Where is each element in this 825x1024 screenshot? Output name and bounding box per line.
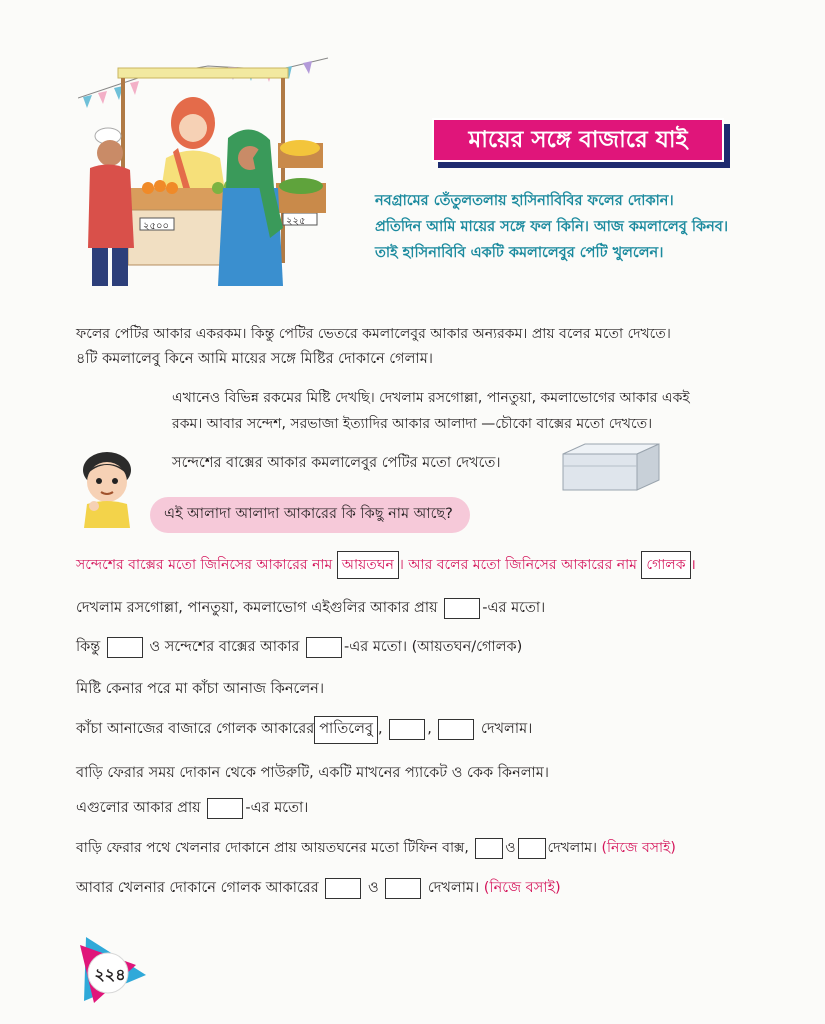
intro-line-3: তাই হাসিনাবিবি একটি কমলালেবুর পেটি খুললেন।	[375, 245, 664, 261]
exercise-4-suffix: দেখলাম।	[481, 721, 533, 737]
market-stall-illustration	[78, 48, 333, 288]
exercise-6	[76, 797, 308, 821]
exercise-1-suffix: -এর মতো।	[482, 600, 546, 616]
answer-blank[interactable]	[107, 637, 143, 658]
exercise-2-suffix: -এর মতো। (আয়তঘন/গোলক)	[344, 639, 523, 655]
answer-blank[interactable]	[438, 719, 474, 740]
answer-blank[interactable]	[518, 838, 546, 859]
exercise-2-mid: ও সন্দেশের বাক্সের আকার	[149, 639, 300, 655]
exercise-6-text: এগুলোর আকার প্রায়	[76, 800, 201, 816]
exercise-8-and: ও	[367, 880, 379, 896]
answer-blank[interactable]	[385, 878, 421, 899]
intro-line-2: প্রতিদিন আমি মায়ের সঙ্গে ফল কিনি। আজ কমলালেবু কিনব।	[375, 219, 729, 235]
definition-part-2: । আর বলের মতো জিনিসের আকারের নাম	[398, 557, 637, 573]
paragraph-3: সন্দেশের বাক্সের আকার কমলালেবুর পেটির মতো দেখতে।	[172, 455, 501, 471]
exercise-1-text: দেখলাম রসগোল্লা, পানতুয়া, কমলাভোগ এইগুলির আকার প্রায়	[76, 600, 438, 616]
exercise-4: কাঁচা আনাজের বাজারে গোলক আকারের পাতিলেবু , , দেখলাম।	[76, 716, 532, 744]
term-sphere: গোলক	[641, 551, 690, 579]
exercise-8	[76, 877, 561, 901]
answer-blank[interactable]	[389, 719, 425, 740]
exercise-2-start: কিন্তু	[76, 639, 101, 655]
exercise-2	[76, 636, 522, 660]
price-tag-left: ২৫০০	[143, 221, 169, 232]
exercise-6-suffix: -এর মতো।	[245, 800, 309, 816]
price-tag-right: ২২৫	[286, 216, 306, 227]
answer-blank[interactable]	[306, 637, 342, 658]
definition-end: ।	[690, 557, 696, 573]
exercise-7-suffix: দেখলাম।	[547, 840, 598, 856]
exercise-7	[76, 836, 676, 860]
sweet-box-illustration	[555, 440, 665, 495]
exercise-7-text: বাড়ি ফেরার পথে খেলনার দোকানে প্রায় আয়তঘনের মতো টিফিন বাক্স,	[76, 840, 469, 856]
definition-part-1: সন্দেশের বাক্সের মতো জিনিসের আকারের নাম	[76, 557, 333, 573]
exercise-8-suffix: দেখলাম।	[427, 880, 480, 896]
intro-line-1: নবগ্রামের তেঁতুলতলায় হাসিনাবিবির ফলের দোকান।	[375, 193, 674, 209]
exercise-1	[76, 597, 545, 621]
page-number: ২২৪	[94, 965, 126, 984]
exercise-3: মিষ্টি কেনার পরে মা কাঁচা আনাজ কিনলেন।	[76, 681, 325, 697]
paragraph-2-line-2: রকম। আবার সন্দেশ, সরভাজা ইত্যাদির আকার আলাদা —চৌকো বাক্সের মতো দেখতে।	[172, 416, 653, 432]
question-text: এই আলাদা আলাদা আকারের কি কিছু নাম আছে?	[164, 506, 453, 522]
exercise-5: বাড়ি ফেরার সময় দোকান থেকে পাউরুটি, একটি মাখনের প্যাকেট ও কেক কিনলাম।	[76, 765, 549, 781]
boy-thinking-illustration	[72, 448, 142, 528]
answer-blank[interactable]	[207, 798, 243, 819]
filled-answer-lemon: পাতিলেবু	[314, 716, 378, 744]
exercise-7-and: ও	[505, 840, 516, 856]
question-bubble	[150, 497, 470, 533]
answer-blank[interactable]	[475, 838, 503, 859]
paragraph-1-line-1: ফলের পেটির আকার একরকম। কিন্তু পেটির ভেতরে কমলালেবুর আকার অন্যরকম। প্রায় বলের মতো দেখতে।	[76, 326, 671, 342]
exercise-7-note: (নিজে বসাই)	[601, 840, 676, 856]
exercise-4-text: কাঁচা আনাজের বাজারে গোলক আকারের	[76, 721, 315, 737]
paragraph-2-line-1: এখানেও বিভিন্ন রকমের মিষ্টি দেখছি। দেখলাম রসগোল্লা, পানতুয়া, কমলাভোগের আকার একই	[172, 390, 690, 406]
definition-line	[76, 551, 696, 579]
answer-blank[interactable]	[325, 878, 361, 899]
answer-blank[interactable]	[444, 598, 480, 619]
paragraph-1-line-2: ৪টি কমলালেবু কিনে আমি মায়ের সঙ্গে মিষ্টির দোকানে গেলাম।	[76, 351, 433, 367]
page-title: মায়ের সঙ্গে বাজারে যাই	[432, 118, 724, 162]
exercise-8-text: আবার খেলনার দোকানে গোলক আকারের	[76, 880, 319, 896]
exercise-8-note: (নিজে বসাই)	[483, 880, 561, 896]
term-cuboid: আয়তঘন	[337, 551, 399, 579]
